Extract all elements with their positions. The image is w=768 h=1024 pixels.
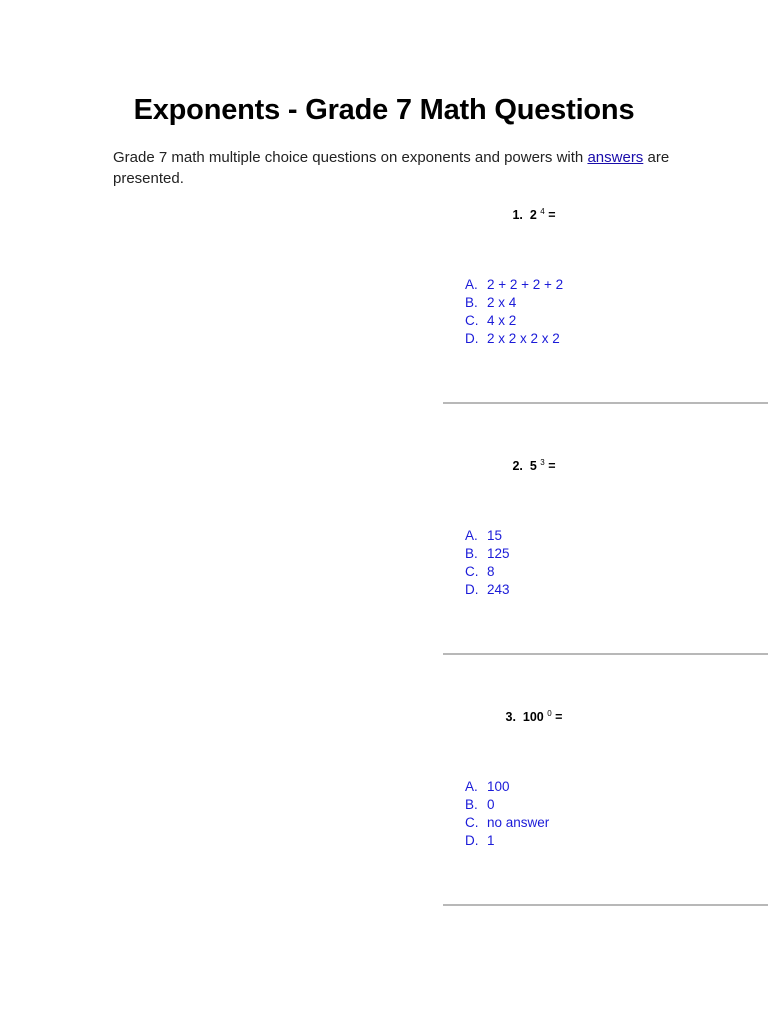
question-3-options	[465, 778, 549, 850]
option-letter: D.	[465, 582, 479, 597]
option-c[interactable]	[465, 814, 549, 832]
option-letter: A.	[465, 277, 478, 292]
question-divider	[443, 402, 768, 404]
option-c[interactable]	[465, 563, 510, 581]
option-text: 4 x 2	[487, 313, 517, 328]
option-b[interactable]	[465, 294, 563, 312]
question-2-options	[465, 527, 510, 599]
intro-text-before: Grade 7 math multiple choice questions on exponents and powers with	[113, 149, 588, 166]
option-letter: D.	[465, 331, 479, 346]
option-letter: D.	[465, 833, 479, 848]
option-text: 8	[487, 564, 495, 579]
option-text: 15	[487, 528, 503, 543]
option-a[interactable]	[465, 778, 549, 796]
question-equals: =	[555, 710, 563, 724]
question-base: 100	[522, 710, 544, 724]
option-d[interactable]	[465, 330, 563, 348]
option-c[interactable]	[465, 312, 563, 330]
question-2-prompt	[443, 458, 625, 474]
question-number: 1.	[512, 208, 523, 222]
option-text: 2 + 2 + 2 + 2	[487, 277, 564, 292]
option-text: 243	[487, 582, 510, 597]
question-base: 2	[529, 208, 537, 222]
option-letter: A.	[465, 779, 478, 794]
option-letter: B.	[465, 797, 478, 812]
question-equals: =	[548, 459, 556, 473]
question-divider	[443, 653, 768, 655]
question-base: 5	[529, 459, 537, 473]
question-1-prompt	[443, 207, 625, 223]
page-title: Exponents - Grade 7 Math Questions	[133, 94, 635, 126]
option-letter: C.	[465, 313, 479, 328]
intro-paragraph	[113, 147, 673, 189]
question-number: 2.	[512, 459, 523, 473]
option-text: 125	[487, 546, 510, 561]
option-d[interactable]	[465, 581, 510, 599]
option-text: 1	[487, 833, 495, 848]
option-text: 2 x 2 x 2 x 2	[487, 331, 560, 346]
answers-link[interactable]: answers	[587, 149, 644, 166]
option-letter: C.	[465, 815, 479, 830]
option-text: no answer	[487, 815, 550, 830]
option-letter: B.	[465, 295, 478, 310]
option-text: 100	[487, 779, 510, 794]
question-exponent: 4	[540, 207, 545, 216]
option-text: 2 x 4	[487, 295, 517, 310]
question-equals: =	[548, 208, 556, 222]
option-a[interactable]	[465, 527, 510, 545]
option-d[interactable]	[465, 832, 549, 850]
option-b[interactable]	[465, 545, 510, 563]
option-b[interactable]	[465, 796, 549, 814]
option-letter: B.	[465, 546, 478, 561]
option-letter: C.	[465, 564, 479, 579]
question-exponent: 0	[547, 709, 552, 718]
question-1-options	[465, 276, 563, 348]
intro-text-after: are presented.	[113, 149, 670, 187]
question-number: 3.	[505, 710, 516, 724]
question-exponent: 3	[540, 458, 545, 467]
option-text: 0	[487, 797, 495, 812]
option-letter: A.	[465, 528, 478, 543]
question-3-prompt	[443, 709, 625, 725]
question-divider	[443, 904, 768, 906]
option-a[interactable]	[465, 276, 563, 294]
